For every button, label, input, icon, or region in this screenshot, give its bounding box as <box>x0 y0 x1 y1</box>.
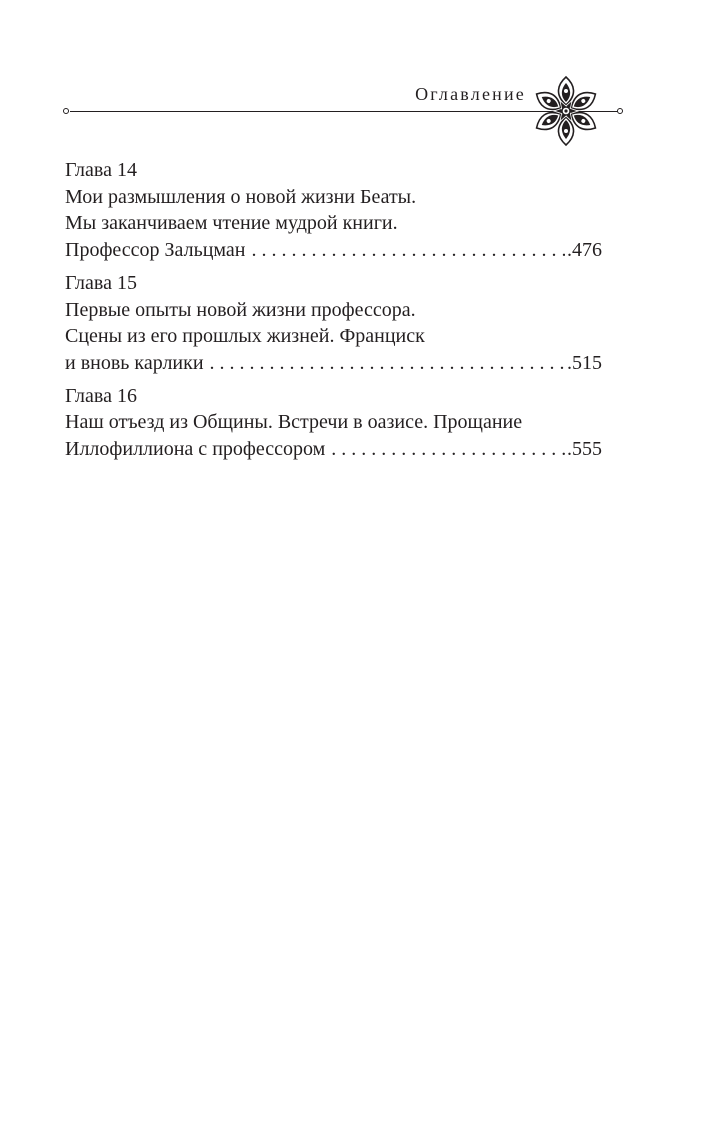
header-title: Оглавление <box>415 84 526 104</box>
chapter-heading: Глава 15 <box>65 271 137 294</box>
chapter-title-text: и вновь карлики <box>65 351 204 374</box>
chapter-title-last-line <box>65 436 602 463</box>
chapter-heading: Глава 14 <box>65 159 137 181</box>
chapter-title-line: Мы заканчиваем чтение мудрой книги. <box>65 212 398 235</box>
chapter-title-line: Мои размышления о новой жизни Беаты. <box>65 185 417 208</box>
chapter-title-last-line <box>65 237 602 264</box>
chapter-title-text: Иллофиллиона с профессором <box>65 438 326 461</box>
rule-end-dot-left <box>63 108 69 114</box>
table-of-contents <box>65 157 602 469</box>
chapter-heading: Глава 16 <box>65 384 137 407</box>
page-number: .555 <box>567 438 602 461</box>
chapter-title-last-line <box>65 350 602 377</box>
running-header <box>0 0 709 160</box>
chapter-title-text: Профессор Зальцман <box>65 239 246 262</box>
toc-entry-chapter-16[interactable] <box>65 383 602 463</box>
chapter-title-line: Сцены из его прошлых жизней. Франциск <box>65 325 425 348</box>
lotus-ornament-icon <box>530 75 602 147</box>
dot-leader <box>210 350 565 377</box>
chapter-title-line: Первые опыты новой жизни профессора. <box>65 298 416 321</box>
page-number: .476 <box>567 239 602 262</box>
toc-entry-chapter-15[interactable] <box>65 270 602 377</box>
rule-end-dot-right <box>617 108 623 114</box>
page-number: .515 <box>567 351 602 374</box>
dot-leader <box>252 237 565 264</box>
dot-leader <box>331 436 565 463</box>
chapter-title-line: Наш отъезд из Общины. Встречи в оазисе. Прощание <box>65 411 523 434</box>
toc-entry-chapter-14[interactable] <box>65 157 602 264</box>
